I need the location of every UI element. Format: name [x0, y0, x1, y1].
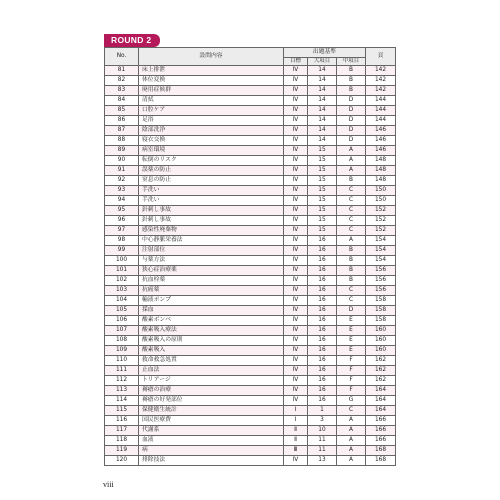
row-no: 102	[105, 276, 139, 286]
row-middle: G	[337, 396, 366, 406]
row-no: 83	[105, 86, 139, 96]
row-goal: Ⅳ	[284, 146, 308, 156]
row-major: 16	[308, 306, 337, 316]
table-row	[105, 206, 396, 216]
row-no: 103	[105, 286, 139, 296]
row-middle: A	[337, 416, 366, 426]
row-major: 15	[308, 166, 337, 176]
row-no: 115	[105, 406, 139, 416]
row-title: 注射部位	[139, 246, 284, 256]
table-row	[105, 196, 396, 206]
row-goal: Ⅳ	[284, 286, 308, 296]
row-goal: Ⅳ	[284, 176, 308, 186]
row-goal: Ⅳ	[284, 246, 308, 256]
header-title: 設問内容	[139, 48, 284, 66]
row-goal: Ⅳ	[284, 116, 308, 126]
table-row	[105, 256, 396, 266]
row-title: 褥瘡の好発部位	[139, 396, 284, 406]
row-goal: Ⅳ	[284, 166, 308, 176]
row-title: 与薬方法	[139, 256, 284, 266]
row-goal: Ⅰ	[284, 416, 308, 426]
question-table	[104, 47, 396, 466]
row-page: 168	[366, 446, 396, 456]
row-goal: Ⅳ	[284, 96, 308, 106]
table-row	[105, 236, 396, 246]
row-no: 108	[105, 336, 139, 346]
row-no: 113	[105, 386, 139, 396]
row-title: 手洗い	[139, 186, 284, 196]
row-page: 146	[366, 136, 396, 146]
row-title: 病室環境	[139, 146, 284, 156]
row-no: 86	[105, 116, 139, 126]
table-row	[105, 86, 396, 96]
row-middle: D	[337, 126, 366, 136]
table-row	[105, 136, 396, 146]
row-middle: C	[337, 226, 366, 236]
row-title: 針刺し事故	[139, 206, 284, 216]
row-no: 119	[105, 446, 139, 456]
row-page: 144	[366, 116, 396, 126]
row-major: 16	[308, 276, 337, 286]
row-middle: B	[337, 86, 366, 96]
row-goal: Ⅳ	[284, 386, 308, 396]
row-middle: E	[337, 346, 366, 356]
table-row	[105, 176, 396, 186]
row-title: 寝衣交換	[139, 136, 284, 146]
row-page: 162	[366, 366, 396, 376]
row-middle: B	[337, 76, 366, 86]
table-row	[105, 276, 396, 286]
row-middle: D	[337, 96, 366, 106]
table-row	[105, 456, 396, 466]
row-middle: D	[337, 116, 366, 126]
row-page: 144	[366, 106, 396, 116]
row-major: 16	[308, 316, 337, 326]
row-no: 109	[105, 346, 139, 356]
row-goal: Ⅱ	[284, 426, 308, 436]
row-goal: Ⅳ	[284, 236, 308, 246]
round-badge: ROUND 2	[104, 34, 160, 47]
row-goal: Ⅳ	[284, 366, 308, 376]
row-middle: B	[337, 276, 366, 286]
row-title: 酸素吸入療法	[139, 326, 284, 336]
row-major: 3	[308, 416, 337, 426]
row-middle: B	[337, 266, 366, 276]
row-major: 15	[308, 226, 337, 236]
row-middle: B	[337, 66, 366, 76]
row-title: 輸液ポンプ	[139, 296, 284, 306]
table-row	[105, 146, 396, 156]
table-row	[105, 96, 396, 106]
row-middle: E	[337, 326, 366, 336]
row-major: 14	[308, 126, 337, 136]
row-goal: Ⅳ	[284, 226, 308, 236]
table-row	[105, 376, 396, 386]
row-title: 陰部洗浄	[139, 126, 284, 136]
row-no: 101	[105, 266, 139, 276]
row-goal: Ⅱ	[284, 436, 308, 446]
row-major: 11	[308, 446, 337, 456]
table-row	[105, 396, 396, 406]
row-page: 160	[366, 346, 396, 356]
row-major: 15	[308, 176, 337, 186]
row-title: 手洗い	[139, 196, 284, 206]
table-row	[105, 106, 396, 116]
table-row	[105, 356, 396, 366]
row-no: 100	[105, 256, 139, 266]
row-major: 16	[308, 376, 337, 386]
row-goal: Ⅳ	[284, 256, 308, 266]
page-number: viii	[103, 480, 114, 489]
row-major: 14	[308, 76, 337, 86]
row-goal: Ⅳ	[284, 376, 308, 386]
row-goal: Ⅳ	[284, 276, 308, 286]
row-no: 97	[105, 226, 139, 236]
row-no: 116	[105, 416, 139, 426]
row-goal: Ⅳ	[284, 306, 308, 316]
row-no: 120	[105, 456, 139, 466]
row-middle: C	[337, 196, 366, 206]
row-no: 114	[105, 396, 139, 406]
row-title: 誤薬の防止	[139, 166, 284, 176]
table-row	[105, 296, 396, 306]
row-page: 158	[366, 296, 396, 306]
row-no: 99	[105, 246, 139, 256]
row-title: 国民医療費	[139, 416, 284, 426]
row-no: 81	[105, 66, 139, 76]
row-page: 164	[366, 386, 396, 396]
table-header	[105, 48, 396, 66]
table-row	[105, 426, 396, 436]
row-goal: Ⅳ	[284, 156, 308, 166]
row-middle: C	[337, 216, 366, 226]
table-row	[105, 266, 396, 276]
row-middle: A	[337, 236, 366, 246]
row-title: 中心静脈栄養法	[139, 236, 284, 246]
row-middle: A	[337, 456, 366, 466]
row-middle: C	[337, 286, 366, 296]
row-middle: F	[337, 376, 366, 386]
row-title: 狭心症治療薬	[139, 266, 284, 276]
row-major: 16	[308, 326, 337, 336]
row-title: トリアージ	[139, 376, 284, 386]
row-middle: D	[337, 136, 366, 146]
row-no: 82	[105, 76, 139, 86]
row-middle: C	[337, 206, 366, 216]
row-page: 158	[366, 306, 396, 316]
row-middle: A	[337, 446, 366, 456]
row-no: 104	[105, 296, 139, 306]
row-page: 164	[366, 406, 396, 416]
header-page: 頁	[366, 48, 396, 66]
table-row	[105, 336, 396, 346]
row-title: 代謝系	[139, 426, 284, 436]
row-goal: Ⅳ	[284, 316, 308, 326]
row-major: 15	[308, 146, 337, 156]
row-page: 166	[366, 436, 396, 446]
table-body	[105, 66, 396, 466]
row-major: 16	[308, 236, 337, 246]
row-no: 112	[105, 376, 139, 386]
row-page: 154	[366, 236, 396, 246]
row-major: 11	[308, 436, 337, 446]
row-middle: F	[337, 386, 366, 396]
row-page: 148	[366, 166, 396, 176]
row-goal: Ⅳ	[284, 396, 308, 406]
row-major: 16	[308, 356, 337, 366]
row-title: 足浴	[139, 116, 284, 126]
row-goal: Ⅳ	[284, 326, 308, 336]
row-page: 156	[366, 286, 396, 296]
header-criteria: 出題基準	[284, 48, 366, 58]
header-major: 大項目	[308, 58, 337, 66]
row-page: 152	[366, 216, 396, 226]
table-row	[105, 436, 396, 446]
row-major: 15	[308, 156, 337, 166]
row-title: 病	[139, 446, 284, 456]
row-major: 15	[308, 216, 337, 226]
row-no: 93	[105, 186, 139, 196]
row-title: 体位変換	[139, 76, 284, 86]
row-page: 168	[366, 456, 396, 466]
row-middle: A	[337, 146, 366, 156]
row-goal: Ⅳ	[284, 66, 308, 76]
row-major: 16	[308, 386, 337, 396]
row-major: 1	[308, 406, 337, 416]
row-title: 床上排泄	[139, 66, 284, 76]
row-goal: Ⅳ	[284, 336, 308, 346]
row-goal: Ⅳ	[284, 196, 308, 206]
row-major: 14	[308, 96, 337, 106]
row-page: 148	[366, 176, 396, 186]
row-no: 85	[105, 106, 139, 116]
row-title: 酸素吸入の原則	[139, 336, 284, 346]
table-row	[105, 306, 396, 316]
table-row	[105, 126, 396, 136]
row-middle: D	[337, 306, 366, 316]
row-no: 106	[105, 316, 139, 326]
row-page: 150	[366, 186, 396, 196]
row-major: 14	[308, 66, 337, 76]
row-page: 148	[366, 156, 396, 166]
row-no: 105	[105, 306, 139, 316]
row-major: 14	[308, 136, 337, 146]
row-title: 口腔ケア	[139, 106, 284, 116]
row-no: 111	[105, 366, 139, 376]
row-page: 166	[366, 416, 396, 426]
table-row	[105, 186, 396, 196]
row-title: 感染性廃棄物	[139, 226, 284, 236]
row-page: 160	[366, 336, 396, 346]
row-goal: Ⅳ	[284, 186, 308, 196]
table-row	[105, 156, 396, 166]
table-row	[105, 216, 396, 226]
row-title: 廃用症候群	[139, 86, 284, 96]
row-title: 排除技法	[139, 456, 284, 466]
table-row	[105, 446, 396, 456]
table-row	[105, 366, 396, 376]
row-title: 抗癌薬	[139, 286, 284, 296]
table-row	[105, 66, 396, 76]
row-title: 酸素ボンベ	[139, 316, 284, 326]
row-title: 血液	[139, 436, 284, 446]
row-no: 84	[105, 96, 139, 106]
row-major: 13	[308, 456, 337, 466]
header-no: No.	[105, 48, 139, 66]
row-middle: C	[337, 186, 366, 196]
row-goal: Ⅳ	[284, 76, 308, 86]
row-middle: C	[337, 406, 366, 416]
row-no: 87	[105, 126, 139, 136]
row-page: 160	[366, 326, 396, 336]
table-row	[105, 116, 396, 126]
row-middle: C	[337, 296, 366, 306]
row-major: 15	[308, 206, 337, 216]
row-page: 146	[366, 126, 396, 136]
row-middle: A	[337, 426, 366, 436]
row-page: 142	[366, 76, 396, 86]
row-major: 16	[308, 336, 337, 346]
row-major: 16	[308, 396, 337, 406]
row-title: 止血法	[139, 366, 284, 376]
row-title: 窒息の防止	[139, 176, 284, 186]
table-row	[105, 226, 396, 236]
row-page: 144	[366, 96, 396, 106]
row-page: 158	[366, 316, 396, 326]
row-no: 89	[105, 146, 139, 156]
row-title: 採血	[139, 306, 284, 316]
row-page: 162	[366, 376, 396, 386]
row-title: 転倒のリスク	[139, 156, 284, 166]
row-major: 16	[308, 256, 337, 266]
row-middle: E	[337, 316, 366, 326]
row-title: 救命救急処置	[139, 356, 284, 366]
row-no: 107	[105, 326, 139, 336]
row-no: 90	[105, 156, 139, 166]
row-page: 166	[366, 426, 396, 436]
row-middle: D	[337, 106, 366, 116]
table-row	[105, 416, 396, 426]
row-no: 88	[105, 136, 139, 146]
row-goal: Ⅰ	[284, 406, 308, 416]
row-title: 清拭	[139, 96, 284, 106]
row-title: 褥瘡の治療	[139, 386, 284, 396]
row-middle: B	[337, 256, 366, 266]
row-major: 10	[308, 426, 337, 436]
row-goal: Ⅳ	[284, 206, 308, 216]
row-goal: Ⅳ	[284, 266, 308, 276]
row-goal: Ⅳ	[284, 216, 308, 226]
row-middle: A	[337, 156, 366, 166]
row-major: 15	[308, 186, 337, 196]
row-middle: A	[337, 436, 366, 446]
row-no: 92	[105, 176, 139, 186]
row-major: 16	[308, 346, 337, 356]
row-goal: Ⅳ	[284, 356, 308, 366]
row-middle: E	[337, 336, 366, 346]
table-row	[105, 346, 396, 356]
row-page: 150	[366, 196, 396, 206]
row-goal: Ⅳ	[284, 106, 308, 116]
row-page: 142	[366, 66, 396, 76]
row-no: 118	[105, 436, 139, 446]
table-row	[105, 286, 396, 296]
row-middle: F	[337, 356, 366, 366]
row-major: 15	[308, 196, 337, 206]
row-no: 95	[105, 206, 139, 216]
table-row	[105, 76, 396, 86]
row-middle: B	[337, 246, 366, 256]
table-row	[105, 246, 396, 256]
row-middle: B	[337, 176, 366, 186]
row-no: 96	[105, 216, 139, 226]
row-page: 156	[366, 266, 396, 276]
row-page: 154	[366, 256, 396, 266]
row-middle: F	[337, 366, 366, 376]
row-no: 91	[105, 166, 139, 176]
header-goal: 目標	[284, 58, 308, 66]
table-row	[105, 386, 396, 396]
row-goal: Ⅲ	[284, 446, 308, 456]
row-goal: Ⅳ	[284, 86, 308, 96]
table-row	[105, 166, 396, 176]
row-goal: Ⅳ	[284, 346, 308, 356]
row-major: 14	[308, 86, 337, 96]
row-no: 98	[105, 236, 139, 246]
row-title: 酸素吸入	[139, 346, 284, 356]
row-title: 保健衛生統計	[139, 406, 284, 416]
row-major: 16	[308, 366, 337, 376]
row-page: 146	[366, 146, 396, 156]
row-page: 164	[366, 396, 396, 406]
row-goal: Ⅳ	[284, 126, 308, 136]
row-major: 14	[308, 116, 337, 126]
row-no: 110	[105, 356, 139, 366]
table-row	[105, 406, 396, 416]
row-page: 156	[366, 276, 396, 286]
row-page: 152	[366, 206, 396, 216]
row-major: 16	[308, 246, 337, 256]
row-goal: Ⅳ	[284, 456, 308, 466]
table-row	[105, 326, 396, 336]
header-middle: 中項目	[337, 58, 366, 66]
row-major: 16	[308, 286, 337, 296]
row-goal: Ⅳ	[284, 136, 308, 146]
row-page: 152	[366, 226, 396, 236]
row-page: 142	[366, 86, 396, 96]
row-goal: Ⅳ	[284, 296, 308, 306]
row-page: 154	[366, 246, 396, 256]
row-page: 162	[366, 356, 396, 366]
row-middle: A	[337, 166, 366, 176]
row-no: 94	[105, 196, 139, 206]
row-major: 16	[308, 266, 337, 276]
table-row	[105, 316, 396, 326]
row-title: 針刺し事故	[139, 216, 284, 226]
row-major: 14	[308, 106, 337, 116]
row-title: 抗血栓薬	[139, 276, 284, 286]
row-no: 117	[105, 426, 139, 436]
row-major: 16	[308, 296, 337, 306]
